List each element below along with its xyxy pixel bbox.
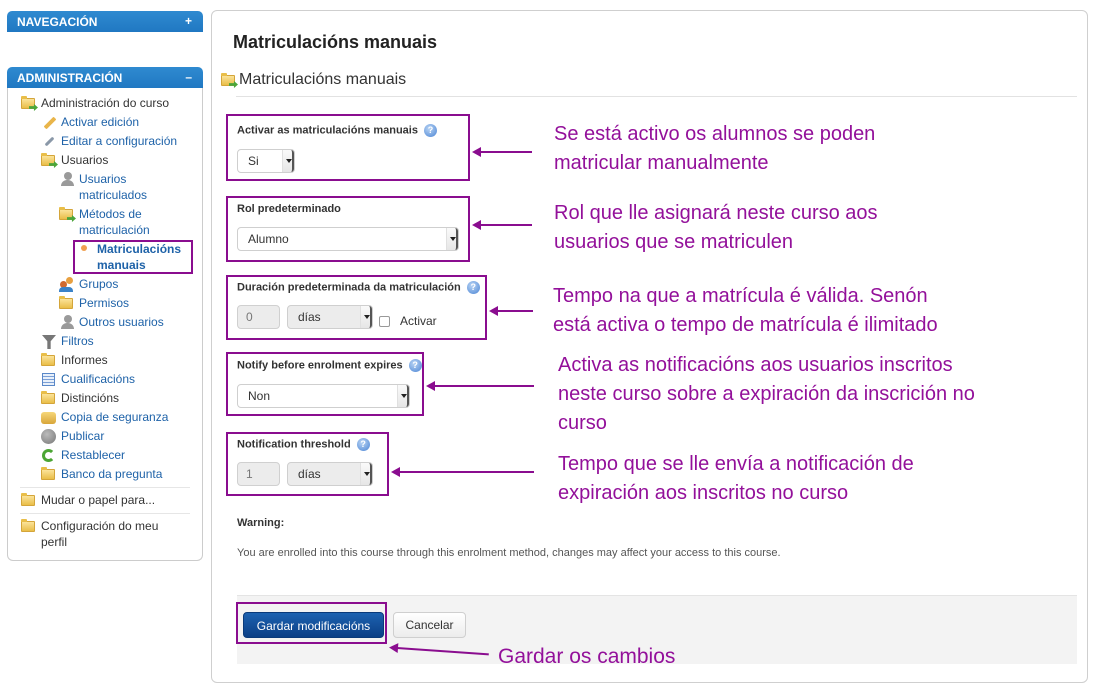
annotation-line: usuarios que se matriculen <box>554 231 794 253</box>
annotation-box-threshold <box>226 432 389 496</box>
annotation-role <box>554 199 878 257</box>
tree-item-enrolled-users[interactable] <box>8 170 202 205</box>
divider <box>20 487 190 488</box>
filter-icon <box>41 334 57 348</box>
tree-item-label[interactable]: Permisos <box>79 296 130 310</box>
annotation-line: Activa as notificacións aos usuarios inscritos <box>558 354 953 376</box>
annotation-line: Se está activo os alumnos se poden <box>554 123 876 145</box>
tree-item-badges[interactable] <box>8 389 202 408</box>
threshold-number-value: 1 <box>246 467 253 481</box>
tree-item-switch-role[interactable] <box>8 491 202 510</box>
duration-number-value: 0 <box>246 310 253 324</box>
annotation-line: matricular manualmente <box>554 152 769 174</box>
role-select-value: Alumno <box>248 232 289 246</box>
tree-item-label: Informes <box>61 353 108 367</box>
backup-icon <box>41 410 57 424</box>
help-icon[interactable]: ? <box>424 124 437 137</box>
pencil-icon <box>41 115 57 129</box>
annotation-line: neste curso sobre a expiración da inscrición no <box>558 383 975 405</box>
annotation-box-duration <box>226 275 487 340</box>
annotation-arrow-icon <box>480 151 532 153</box>
duration-unit-value: días <box>298 310 321 324</box>
annotation-enable <box>554 120 875 178</box>
user-add-icon <box>59 315 75 329</box>
help-icon[interactable]: ? <box>409 359 422 372</box>
divider <box>20 513 190 514</box>
threshold-unit-value: días <box>298 467 321 481</box>
tree-item-label[interactable]: Cualificacións <box>61 372 136 386</box>
annotation-arrow-icon <box>480 224 532 226</box>
grades-icon <box>41 372 57 386</box>
groups-icon <box>59 277 75 291</box>
annotation-box-enable <box>226 114 470 181</box>
tree-item-my-profile-settings[interactable] <box>8 517 202 552</box>
navigation-block <box>7 11 203 32</box>
duration-label-text: Duración predeterminada da matriculación <box>237 281 461 294</box>
annotation-line: Tempo que se lle envía a notificación de <box>558 453 914 475</box>
folder-icon <box>41 467 57 481</box>
tree-item-users[interactable] <box>8 151 202 170</box>
folder-arrow-icon <box>41 153 57 167</box>
annotation-line: curso <box>558 412 607 434</box>
annotation-line: Tempo na que a matrícula é válida. Senón <box>553 285 928 307</box>
tree-item-label[interactable]: Matriculacións manuais <box>97 242 182 272</box>
tree-item-turn-editing-on[interactable] <box>8 113 202 132</box>
annotation-line: Rol que lle asignará neste curso aos <box>554 202 878 224</box>
threshold-label-text: Notification threshold <box>237 438 351 451</box>
warning-title: Warning: <box>237 517 285 529</box>
folder-arrow-icon <box>221 73 237 87</box>
annotation-line: está activa o tempo de matrícula é ilimitado <box>553 314 938 336</box>
tree-item-label[interactable]: Grupos <box>79 277 119 291</box>
tree-item-label[interactable]: Outros usuarios <box>79 315 164 329</box>
annotation-arrow-icon <box>399 471 534 473</box>
tree-item-reset[interactable] <box>8 446 202 465</box>
expand-icon[interactable]: + <box>184 14 192 28</box>
section-heading <box>221 71 406 89</box>
save-button[interactable]: Gardar modificacións <box>243 612 384 638</box>
section-title: Matriculacións manuais <box>239 71 407 88</box>
annotation-save: Gardar os cambios <box>498 645 676 668</box>
folder-icon <box>59 296 75 310</box>
annotation-box-role <box>226 196 470 262</box>
annotation-highlight-active-item <box>73 240 193 274</box>
administration-title: ADMINISTRACIÓN <box>17 71 123 85</box>
reset-icon <box>41 448 57 462</box>
tree-item-label[interactable]: Banco da pregunta <box>61 467 163 481</box>
annotation-duration <box>553 282 938 340</box>
duration-enable-label[interactable]: Activar <box>400 314 437 328</box>
folder-icon <box>41 353 57 367</box>
tree-item-label: Distincións <box>61 391 120 405</box>
tree-item-label[interactable]: Activar edición <box>61 115 140 129</box>
collapse-icon[interactable]: – <box>185 70 192 84</box>
annotation-arrow-icon <box>434 385 534 387</box>
wrench-icon <box>41 134 57 148</box>
tree-item-permissions[interactable] <box>8 294 202 313</box>
navigation-block-header[interactable] <box>7 11 203 32</box>
annotation-notify <box>558 351 975 438</box>
user-add-icon <box>59 172 75 186</box>
enable-select-value: Si <box>248 154 259 168</box>
tree-item-reports[interactable] <box>8 351 202 370</box>
tree-item-other-users[interactable] <box>8 313 202 332</box>
annotation-box-save <box>236 602 387 644</box>
notify-select-value: Non <box>248 389 271 403</box>
annotation-box-notify <box>226 352 424 416</box>
tree-item-label[interactable]: Editar a configuración <box>61 134 178 148</box>
folder-icon <box>21 493 37 507</box>
tree-item-label: Usuarios <box>61 153 109 167</box>
tree-item-filters[interactable] <box>8 332 202 351</box>
tree-item-groups[interactable] <box>8 275 202 294</box>
navigation-title: NAVEGACIÓN <box>17 15 98 29</box>
folder-arrow-icon <box>21 96 37 110</box>
folder-icon <box>41 391 57 405</box>
annotation-threshold <box>558 450 914 508</box>
tree-item-backup[interactable] <box>8 408 202 427</box>
page-title: Matriculacións manuais <box>233 32 438 52</box>
administration-tree <box>7 88 203 561</box>
role-label-text: Rol predeterminado <box>237 203 341 215</box>
help-icon[interactable]: ? <box>467 281 480 294</box>
divider <box>236 96 1077 97</box>
tree-item-label: Administración do curso <box>41 96 170 110</box>
tree-item-label[interactable]: Filtros <box>61 334 94 348</box>
cancel-button[interactable]: Cancelar <box>393 612 466 638</box>
tree-item-label: Mudar o papel para... <box>41 493 156 507</box>
tree-item-label: Configuración do meu perfil <box>41 519 159 549</box>
publish-icon <box>41 429 57 443</box>
tree-item-edit-settings[interactable] <box>8 132 202 151</box>
tree-item-label[interactable]: Restablecer <box>61 448 126 462</box>
tree-item-label[interactable]: Métodos de matriculación <box>79 207 150 237</box>
administration-block <box>7 67 203 561</box>
administration-block-header[interactable] <box>7 67 203 88</box>
tree-item-label[interactable]: Usuarios matriculados <box>79 172 148 202</box>
tree-item-publish[interactable] <box>8 427 202 446</box>
warning-text: You are enrolled into this course through this enrolment method, changes may affect your access to this course. <box>237 547 781 559</box>
annotation-line: expiración aos inscritos no curso <box>558 482 849 504</box>
folder-icon <box>21 519 37 533</box>
tree-item-enrolment-methods[interactable] <box>8 205 202 240</box>
annotation-arrow-icon <box>497 310 533 312</box>
tree-item-label[interactable]: Copia de seguranza <box>61 410 169 424</box>
tree-item-grades[interactable] <box>8 370 202 389</box>
tree-item-label[interactable]: Publicar <box>61 429 105 443</box>
tree-item-question-bank[interactable] <box>8 465 202 484</box>
enable-label-text: Activar as matriculacións manuais <box>237 124 418 137</box>
folder-arrow-icon <box>59 207 75 221</box>
main-region <box>211 10 1088 683</box>
notify-label-text: Notify before enrolment expires <box>237 359 403 372</box>
help-icon[interactable]: ? <box>357 438 370 451</box>
tree-item-course-administration[interactable] <box>8 94 202 113</box>
